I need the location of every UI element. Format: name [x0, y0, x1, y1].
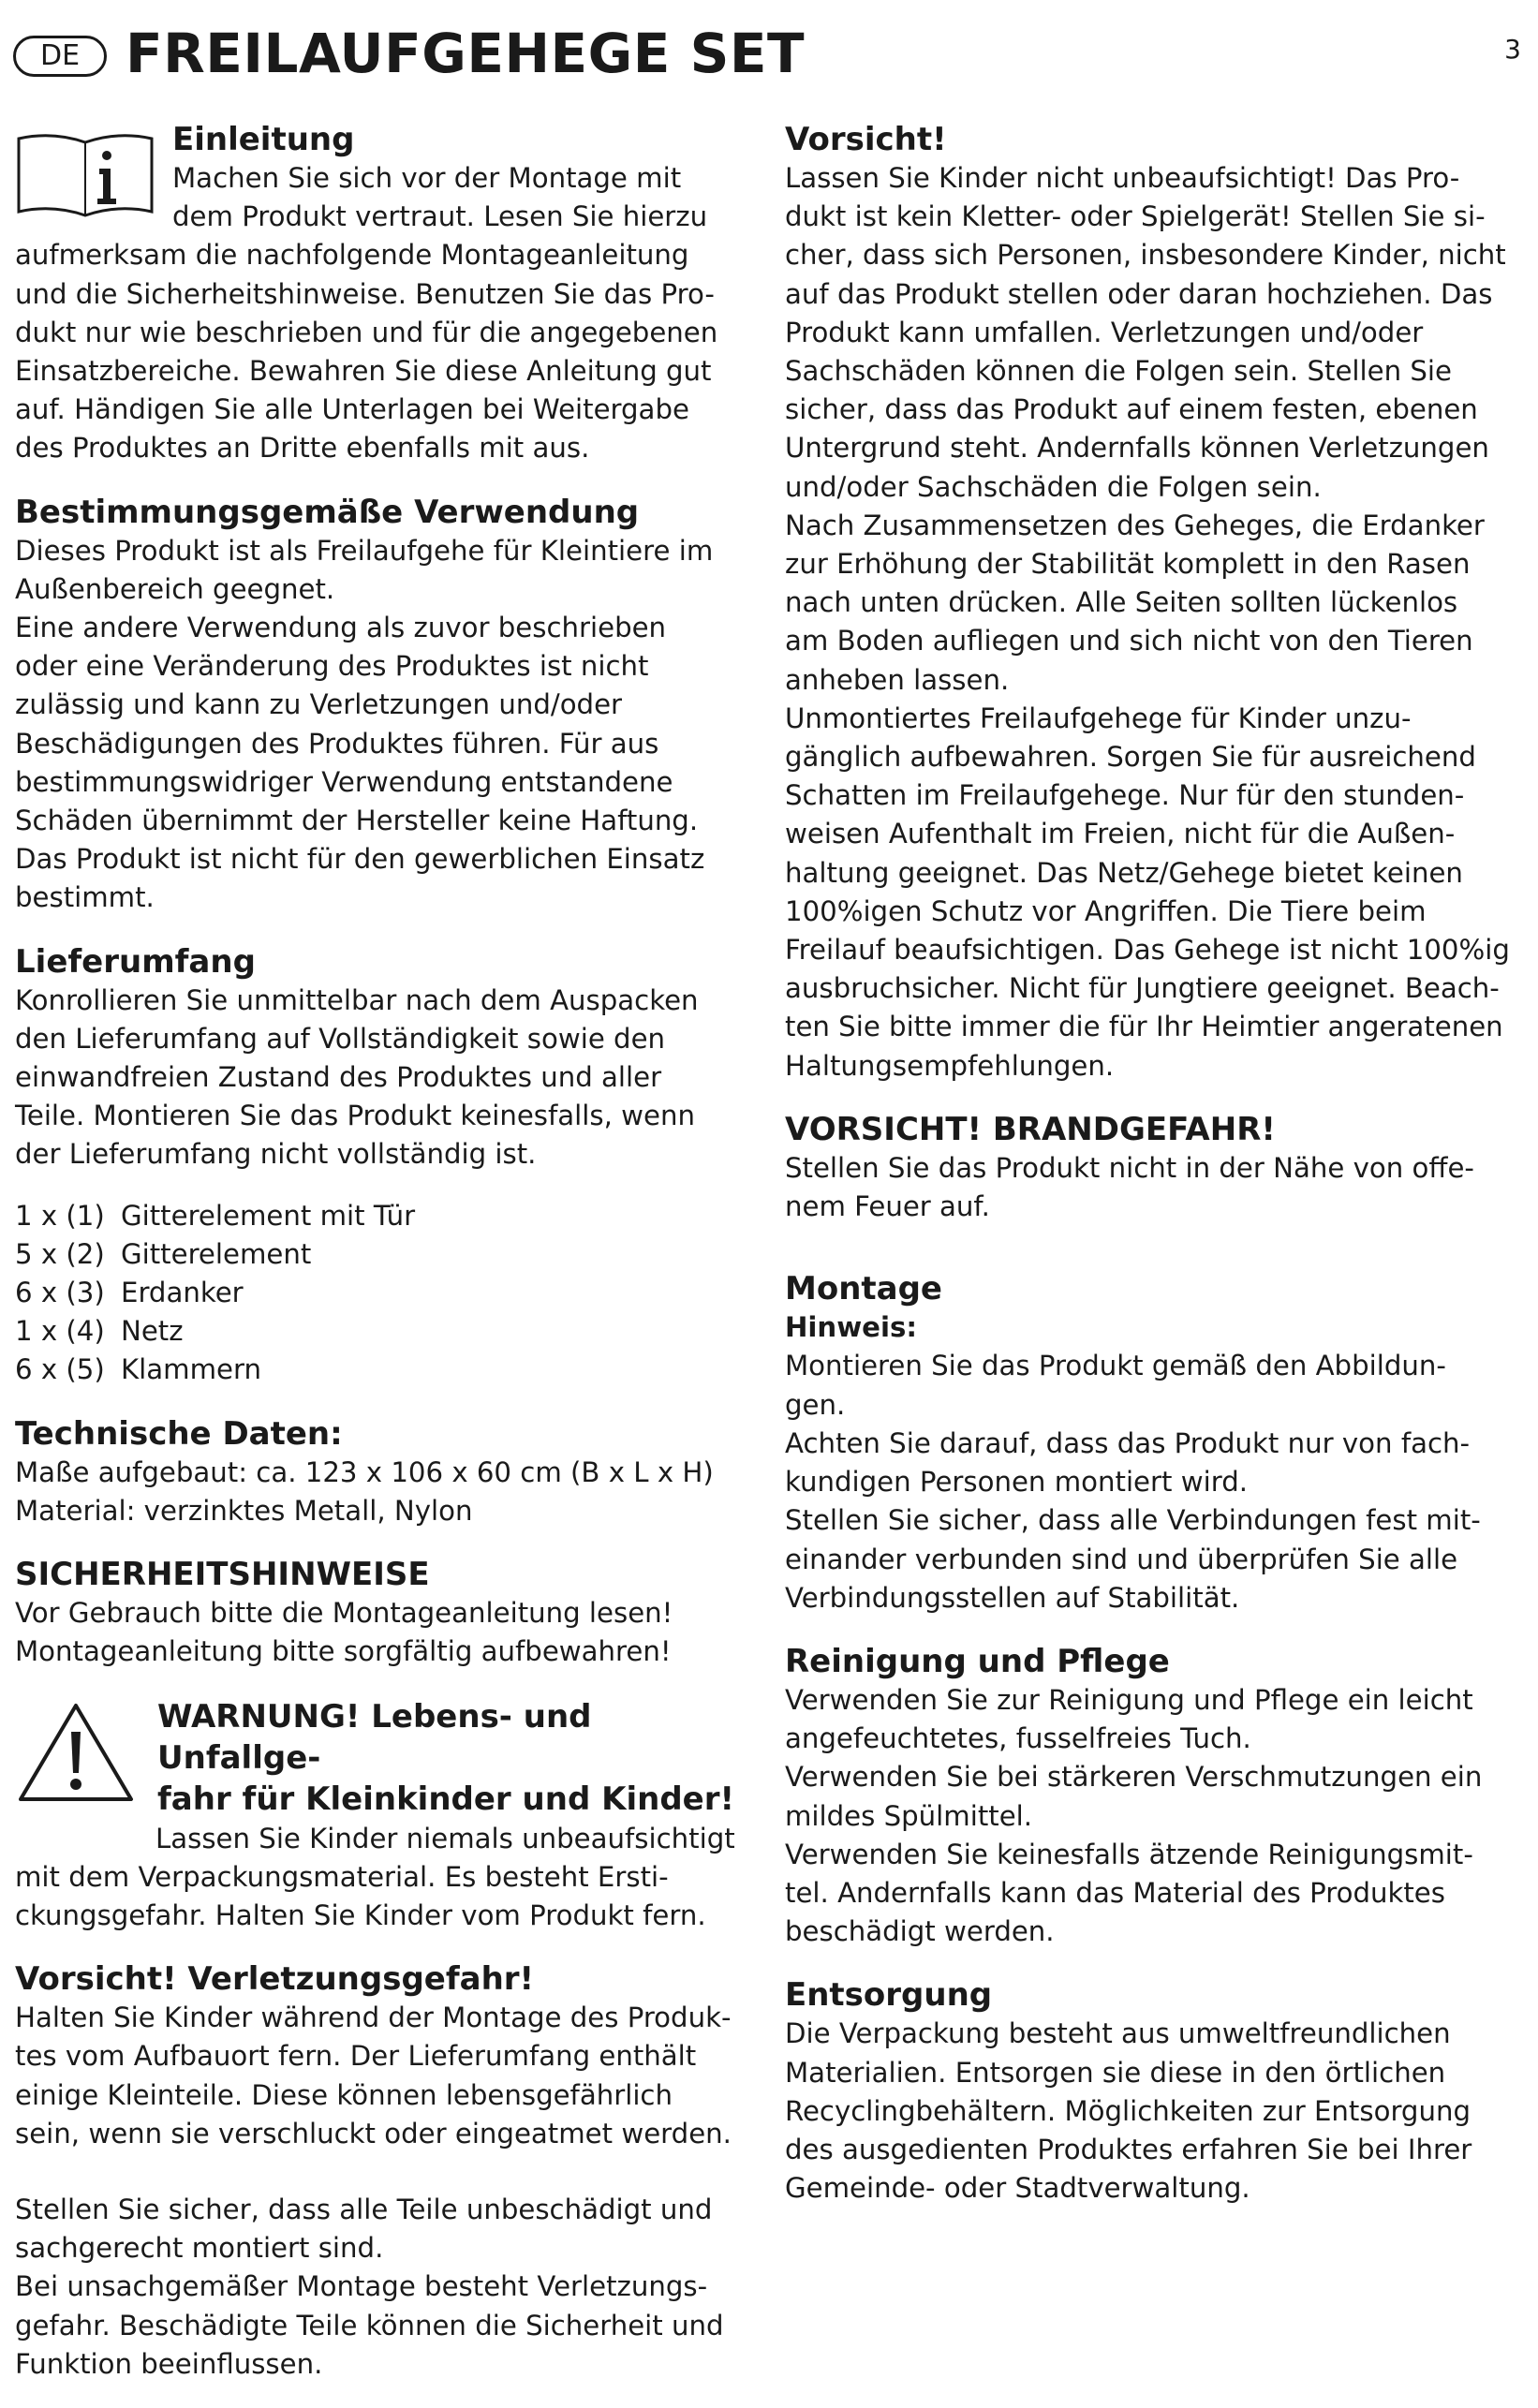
list-item [15, 1274, 742, 1312]
text-line: mit dem Verpackungsmaterial. Es besteht Ersti- [15, 1860, 669, 1893]
page-header [13, 21, 1521, 86]
care-heading: Reinigung und Pflege [785, 1642, 1170, 1680]
text-line: bestimmungswidriger Verwendung entstandene [15, 765, 673, 798]
section-caution [785, 120, 1512, 1086]
text-line: Bei unsachgemäßer Montage besteht Verletzungs- [15, 2270, 708, 2303]
text-line: weisen Aufenthalt im Freien, nicht für die Außen- [785, 818, 1456, 850]
text-line: zur Erhöhung der Stabilität komplett in den Rasen [785, 548, 1471, 581]
text-line: haltung geeignet. Das Netz/Gehege bietet keinen [785, 856, 1463, 889]
text-line: Verwenden Sie keinesfalls ätzende Reinigungsmit- [785, 1838, 1473, 1870]
text-line: bestimmt. [15, 881, 155, 914]
text-line: Dieses Produkt ist als Freilaufgehe für Kleintiere im [15, 534, 714, 567]
text-line: aufmerksam die nachfolgende Montageanleitung [15, 239, 689, 272]
caution-heading: Vorsicht! [785, 121, 947, 158]
section-assembly [785, 1269, 1512, 1618]
text-line: anheben lassen. [785, 663, 1010, 696]
section-disposal [785, 1975, 1512, 2208]
text-line: Lassen Sie Kinder niemals unbeaufsichtigt [155, 1822, 735, 1854]
text-line: einwandfreien Zustand des Produktes und aller [15, 1061, 662, 1094]
section-tech [15, 1414, 742, 1530]
text-line: Nach Zusammensetzen des Geheges, die Erdanker [785, 509, 1485, 541]
text-line: gen. [785, 1388, 846, 1421]
list-item [15, 1312, 742, 1351]
text-line: Das Produkt ist nicht für den gewerblichen Einsatz [15, 843, 705, 876]
text-line: Verwenden Sie zur Reinigung und Pflege ein leicht [785, 1683, 1473, 1716]
text-line: Eine andere Verwendung als zuvor beschrieben [15, 612, 667, 644]
language-badge: DE [13, 36, 107, 77]
text-line: ausbruchsicher. Nicht für Jungtiere geeignet. Beach- [785, 972, 1500, 1005]
text-line: oder eine Veränderung des Produktes ist nicht [15, 650, 649, 683]
text-line: Machen Sie sich vor der Montage mit [172, 162, 682, 194]
text-line: Maße aufgebaut: ca. 123 x 106 x 60 cm (B x L x H) [15, 1455, 714, 1488]
text-line: Schäden übernimmt der Hersteller keine Haftung. [15, 805, 699, 837]
text-line: tel. Andernfalls kann das Material des Produktes [785, 1876, 1445, 1909]
item-name: Erdanker [121, 1277, 244, 1309]
item-name: Gitterelement [121, 1237, 312, 1270]
text-line: Gemeinde- oder Stadtverwaltung. [785, 2172, 1250, 2205]
page-title: FREILAUFGEHEGE SET [126, 22, 806, 85]
text-line: Unmontiertes Freilaufgehege für Kinder unzu- [785, 702, 1412, 734]
text-line: Sachschäden können die Folgen sein. Stellen Sie [785, 355, 1452, 388]
section-intro [15, 120, 742, 468]
text-line: Montieren Sie das Produkt gemäß den Abbildun- [785, 1350, 1446, 1382]
text-line: nach unten drücken. Alle Seiten sollten lückenlos [785, 586, 1458, 619]
right-column [785, 120, 1512, 2232]
usage-heading: Bestimmungsgemäße Verwendung [15, 493, 640, 531]
text-line: sachgerecht montiert sind. [15, 2232, 384, 2265]
text-line: Stellen Sie sicher, dass alle Verbindungen fest mit- [785, 1504, 1481, 1537]
text-line: beschädigt werden. [785, 1915, 1055, 1948]
left-column [15, 120, 742, 2408]
text-line: dukt ist kein Kletter- oder Spielgerät! Stellen Sie si- [785, 200, 1486, 233]
item-name: Klammern [121, 1353, 261, 1386]
text-line: Achten Sie darauf, dass das Produkt nur von fach- [785, 1426, 1471, 1459]
text-line: den Lieferumfang auf Vollständigkeit sowie den [15, 1022, 666, 1055]
assembly-heading: Montage [785, 1270, 942, 1308]
tech-heading: Technische Daten: [15, 1414, 343, 1453]
item-qty: 1 x (4) [15, 1315, 105, 1348]
text-line: auf. Händigen Sie alle Unterlagen bei Weitergabe [15, 393, 689, 426]
text-line: dukt nur wie beschrieben und für die angegebenen [15, 316, 718, 348]
text-line: angefeuchtetes, fusselfreies Tuch. [785, 1722, 1251, 1755]
text-line: Produkt kann umfallen. Verletzungen und/oder [785, 316, 1424, 348]
text-line: kundigen Personen montiert wird. [785, 1466, 1249, 1499]
text-line: nem Feuer auf. [785, 1190, 990, 1223]
text-line: Untergrund steht. Andernfalls können Verletzungen [785, 432, 1489, 465]
text-line: mildes Spülmittel. [785, 1799, 1033, 1832]
text-line: und die Sicherheitshinweise. Benutzen Sie das Pro- [15, 277, 715, 310]
text-line: ten Sie bitte immer die für Ihr Heimtier angeratenen [785, 1011, 1503, 1043]
text-line: 100%igen Schutz vor Angriffen. Die Tiere beim [785, 894, 1427, 927]
item-qty: 1 x (1) [15, 1199, 105, 1232]
item-qty: 6 x (5) [15, 1353, 105, 1386]
text-line: Recyclingbehältern. Möglichkeiten zur Entsorgung [785, 2094, 1471, 2127]
text-line: Lassen Sie Kinder nicht unbeaufsichtigt! Das Pro- [785, 162, 1460, 194]
text-line: und/oder Sachschäden die Folgen sein. [785, 470, 1322, 503]
text-line: Materialien. Entsorgen sie diese in den örtlichen [785, 2056, 1446, 2089]
text-line: sicher, dass das Produkt auf einem festen, ebenen [785, 393, 1478, 426]
text-line: gänglich aufbewahren. Sorgen Sie für ausreichend [785, 741, 1476, 774]
text-line: Beschädigungen des Produktes führen. Für aus [15, 727, 659, 760]
page-number: 3 [1504, 34, 1521, 65]
text-line: Haltungsempfehlungen. [785, 1049, 1115, 1082]
text-line: der Lieferumfang nicht vollständig ist. [15, 1138, 537, 1171]
text-line: cher, dass sich Personen, insbesondere Kinder, nicht [785, 239, 1506, 272]
text-line: Stellen Sie das Produkt nicht in der Nähe von offe- [785, 1151, 1474, 1184]
section-fire [785, 1110, 1512, 1226]
text-line: Einsatzbereiche. Bewahren Sie diese Anleitung gut [15, 355, 712, 388]
text-line: Stellen Sie sicher, dass alle Teile unbeschädigt und [15, 2193, 713, 2225]
list-item [15, 1351, 742, 1389]
section-warning [15, 1696, 742, 1936]
warning-heading-line: WARNUNG! Lebens- und Unfallge- [157, 1697, 592, 1777]
list-item [15, 1235, 742, 1274]
text-line: des ausgedienten Produktes erfahren Sie bei Ihrer [785, 2133, 1472, 2165]
text-line: Außenbereich geegnet. [15, 572, 335, 605]
text-line: Material: verzinktes Metall, Nylon [15, 1494, 473, 1527]
info-book-icon [15, 129, 155, 229]
scope-heading: Lieferumfang [15, 942, 256, 981]
text-line: Funktion beeinflussen. [15, 2347, 323, 2380]
text-line: gefahr. Beschädigte Teile können die Sicherheit und [15, 2309, 724, 2342]
warning-triangle-icon [15, 1700, 137, 1815]
assembly-note: Hinweis: [785, 1311, 918, 1344]
text-line: Vor Gebrauch bitte die Montageanleitung lesen! [15, 1597, 673, 1630]
text-line: Teile. Montieren Sie das Produkt keinesfalls, wenn [15, 1100, 695, 1132]
item-name: Gitterelement mit Tür [121, 1199, 416, 1232]
item-qty: 6 x (3) [15, 1277, 105, 1309]
fire-heading: VORSICHT! BRANDGEFAHR! [785, 1110, 1276, 1148]
section-scope [15, 942, 742, 1390]
intro-heading: Einleitung [172, 121, 355, 158]
text-line: Schatten im Freilaufgehege. Nur für den stunden- [785, 779, 1465, 812]
text-line: Verbindungsstellen auf Stabilität. [785, 1581, 1240, 1614]
section-safety [15, 1555, 742, 1671]
text-line: Freilauf beaufsichtigen. Das Gehege ist nicht 100%ig [785, 934, 1510, 967]
text-line: Konrollieren Sie unmittelbar nach dem Auspacken [15, 983, 699, 1016]
text-line: zulässig und kann zu Verletzungen und/oder [15, 688, 623, 721]
item-qty: 5 x (2) [15, 1237, 105, 1270]
section-usage [15, 493, 742, 918]
text-line: einander verbunden sind und überprüfen Sie alle [785, 1543, 1458, 1575]
disposal-heading: Entsorgung [785, 1976, 993, 2015]
text-line: Halten Sie Kinder während der Montage des Produk- [15, 2002, 732, 2034]
section-injury [15, 1959, 742, 2384]
text-line: Montageanleitung bitte sorgfältig aufbewahren! [15, 1635, 672, 1668]
list-item [15, 1197, 742, 1235]
text-line: Die Verpackung besteht aus umweltfreundlichen [785, 2017, 1451, 2050]
text-line: des Produktes an Dritte ebenfalls mit aus. [15, 432, 590, 465]
text-line: auf das Produkt stellen oder daran hochziehen. Das [785, 277, 1493, 310]
safety-heading: SICHERHEITSHINWEISE [15, 1556, 430, 1594]
text-line: ckungsgefahr. Halten Sie Kinder vom Produkt fern. [15, 1898, 706, 1931]
warning-heading-line: fahr für Kleinkinder und Kinder! [157, 1780, 735, 1818]
text-line: tes vom Aufbauort fern. Der Lieferumfang enthält [15, 2040, 697, 2073]
injury-heading: Vorsicht! Verletzungsgefahr! [15, 1960, 535, 1999]
section-care [785, 1642, 1512, 1951]
text-line: dem Produkt vertraut. Lesen Sie hierzu [172, 200, 708, 233]
item-name: Netz [121, 1315, 184, 1348]
text-line: Verwenden Sie bei stärkeren Verschmutzungen ein [785, 1761, 1483, 1794]
text-line: am Boden aufliegen und sich nicht von den Tieren [785, 625, 1473, 657]
text-line: einige Kleinteile. Diese können lebensgefährlich [15, 2078, 673, 2111]
text-line: sein, wenn sie verschluckt oder eingeatmet werden. [15, 2117, 732, 2149]
